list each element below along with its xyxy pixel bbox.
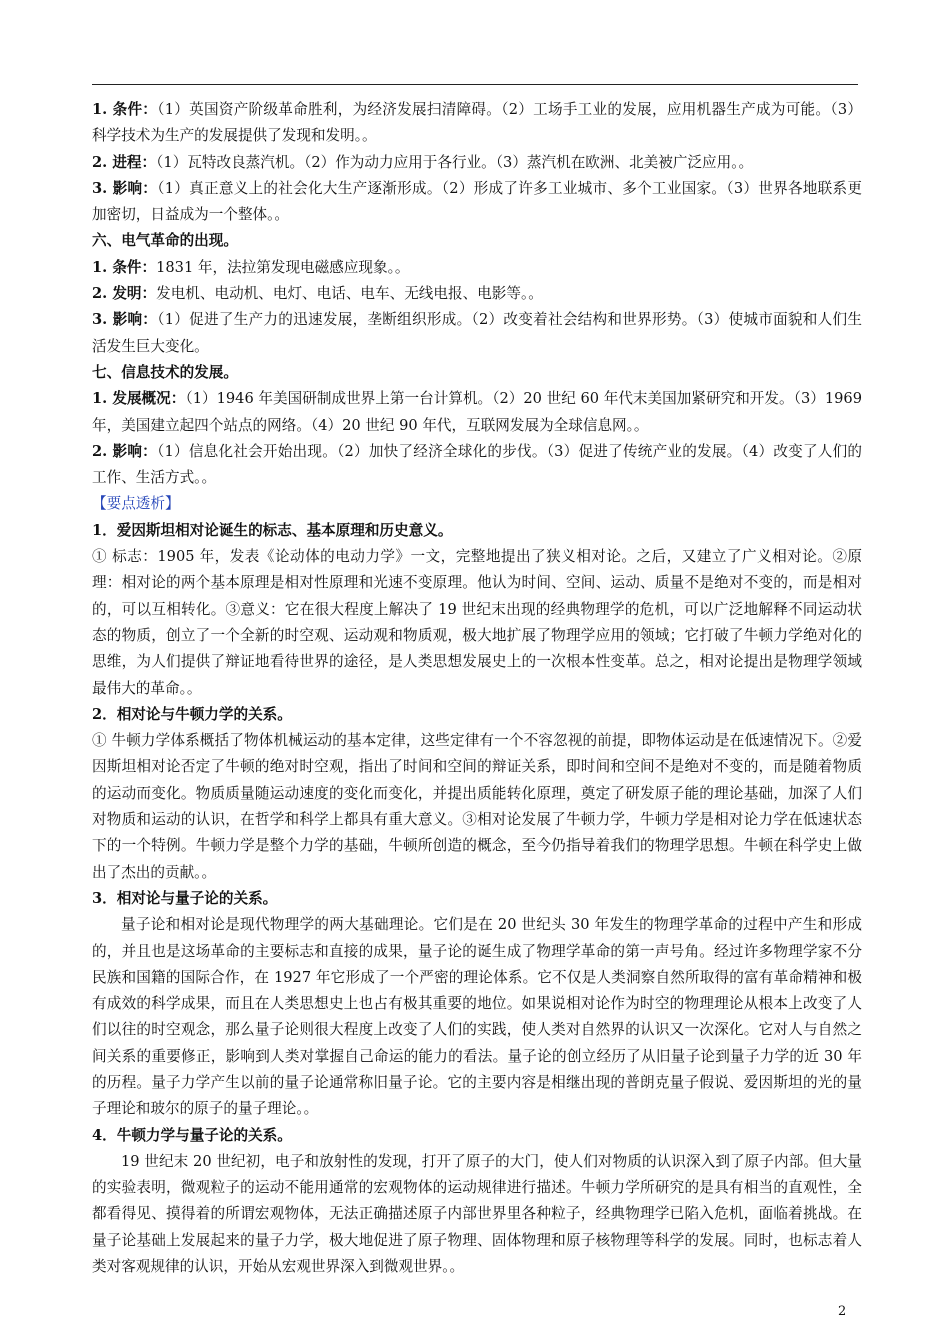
section-relativity-newton-heading: 2．相对论与牛顿力学的关系。: [92, 705, 292, 723]
label-impact: 3. 影响：: [92, 179, 158, 197]
label-process: 2. 进程：: [92, 153, 157, 171]
label-electric-impact: 3. 影响：: [92, 311, 158, 329]
paragraph-electric-conditions: [92, 255, 862, 281]
paragraph-conditions: [92, 97, 862, 150]
heading-information-technology: 七、信息技术的发展。: [92, 363, 238, 381]
paragraph-development-overview: [92, 386, 862, 439]
paragraph-it-impact: [92, 439, 862, 492]
section-relativity-body: ① 标志：1905 年，发表《论动体的电动力学》一文，完整地提出了狭义相对论。之后，又建立了广义相对论。②原理：相对论的两个基本原理是相对性原理和光速不变原理。他认为时间、空间、运动、质量不是绝对不变的，而是相对的，可以互相转化。③意义：它在很大程度上解决了 19 世纪末出现的经典物理学的危机，可以广泛地解释不同运动状态的物质，创立了一个全新的时空观、运动观和物质观，极大地扩展了物理学应用的领域；它打破了牛顿力学绝对化的思维，为人们提供了辩证地看待世界的途径，是人类思想发展史上的一次根本性变革。总之，相对论提出是物理学领域最伟大的革命。。: [92, 548, 862, 697]
section-relativity-quantum-body: 量子论和相对论是现代物理学的两大基础理论。它们是在 20 世纪头 30 年发生的物理学革命的过程中产生和形成的，并且也是这场革命的主要标志和直接的成果，量子论的诞生成了物理学革命的第一声号角。经过许多物理学家不分民族和国籍的国际合作，在 1927 年它形成了一个严密的理论体系。它不仅是人类洞察自然所取得的富有革命精神和极有成效的科学成果，而且在人类思想史上也占有极其重要的地位。如果说相对论作为时空的物理理论从根本上改变了人们以往的时空观念，那么量子论则很大程度上改变了人们的实践，使人类对自然界的认识又一次深化。它对人与自然之间关系的重要修正，影响到人类对掌握自己命运的能力的看法。量子论的创立经历了从旧量子论到量子力学的近 30 年的历程。量子力学产生以前的量子论通常称旧量子论。它的主要内容是相继出现的普朗克量子假说、爱因斯坦的光的量子理论和玻尔的原子的量子理论。。: [92, 916, 862, 1118]
text-impact: （1）真正意义上的社会化大生产逐渐形成。（2）形成了许多工业城市、多个工业国家。（3）世界各地联系更加密切，日益成为一个整体。。: [92, 179, 862, 224]
section-relativity-quantum-heading: 3．相对论与量子论的关系。: [92, 889, 278, 907]
label-electric-conditions: 1. 条件：: [92, 258, 157, 276]
label-inventions: 2. 发明：: [92, 285, 157, 303]
text-inventions: 发电机、电动机、电灯、电话、电车、无线电报、电影等。。: [156, 285, 543, 303]
paragraph-inventions: [92, 281, 862, 307]
text-electric-impact: （1）促进了生产力的迅速发展，垄断组织形成。（2）改变着社会结构和世界形势。（3）使城市面貌和人们生活发生巨大变化。: [92, 311, 862, 355]
header-rule: [92, 84, 858, 85]
keypoints-heading: 【要点透析】: [92, 495, 180, 513]
paragraph-electric-impact: [92, 307, 862, 360]
page-number: 2: [838, 1304, 847, 1319]
label-it-impact: 2. 影响：: [92, 442, 157, 460]
paragraph-process: [92, 150, 862, 176]
section-relativity-heading: 1．爱因斯坦相对论诞生的标志、基本原理和历史意义。: [92, 521, 453, 539]
text-process: （1）瓦特改良蒸汽机。（2）作为动力应用于各行业。（3）蒸汽机在欧洲、北美被广泛应用。。: [156, 153, 754, 171]
page-content: [92, 97, 862, 1280]
text-electric-conditions: 1831 年，法拉第发现电磁感应现象。。: [156, 258, 410, 276]
text-development-overview: （1）1946 年美国研制成世界上第一台计算机。（2）20 世纪 60 年代末美国加紧研究和开发。（3）1969 年，美国建立起四个站点的网络。（4）20 世纪 90 年代，互联网发展为全球信息网。。: [92, 390, 862, 434]
label-development-overview: 1. 发展概况：: [92, 390, 186, 408]
label-conditions: 1. 条件：: [92, 101, 158, 118]
paragraph-impact: [92, 176, 862, 229]
section-newton-quantum-body: 19 世纪末 20 世纪初，电子和放射性的发现，打开了原子的大门，使人们对物质的认识深入到了原子内部。但大量的实验表明，微观粒子的运动不能用通常的宏观物体的运动规律进行描述。牛顿力学所研究的是具有相当的直观性，全都看得见、摸得着的所谓宏观物体，无法正确描述原子内部世界里各种粒子，经典物理学已陷入危机，面临着挑战。在量子论基础上发展起来的量子力学，极大地促进了原子物理、固体物理和原子核物理等科学的发展。同时，也标志着人类对客观规律的认识，开始从宏观世界深入到微观世界。。: [92, 1152, 862, 1276]
heading-electric-revolution: 六、电气革命的出现。: [92, 232, 238, 250]
section-relativity-newton-body: ① 牛顿力学体系概括了物体机械运动的基本定律，这些定律有一个不容忽视的前提，即物体运动是在低速情况下。②爱因斯坦相对论否定了牛顿的绝对时空观，指出了时间和空间的辩证关系，即时间和空间不是绝对不变的，而是随着物质的运动而变化。物质质量随运动速度的变化而变化，并提出质能转化原理，奠定了研发原子能的理论基础，加深了人们对物质和运动的认识，在哲学和科学上都具有重大意义。③相对论发展了牛顿力学，牛顿力学是相对论力学在低速状态下的一个特例。牛顿力学是整个力学的基础，牛顿所创造的概念，至今仍指导着我们的物理学思想。牛顿在科学史上做出了杰出的贡献。。: [92, 732, 862, 881]
section-newton-quantum-heading: 4．牛顿力学与量子论的关系。: [92, 1126, 292, 1144]
text-conditions: （1）英国资产阶级革命胜利，为经济发展扫清障碍。（2）工场手工业的发展，应用机器生产成为可能。（3）科学技术为生产的发展提供了发现和发明。。: [92, 101, 862, 145]
text-it-impact: （1）信息化社会开始出现。（2）加快了经济全球化的步伐。（3）促进了传统产业的发展。（4）改变了人们的工作、生活方式。。: [92, 442, 862, 487]
